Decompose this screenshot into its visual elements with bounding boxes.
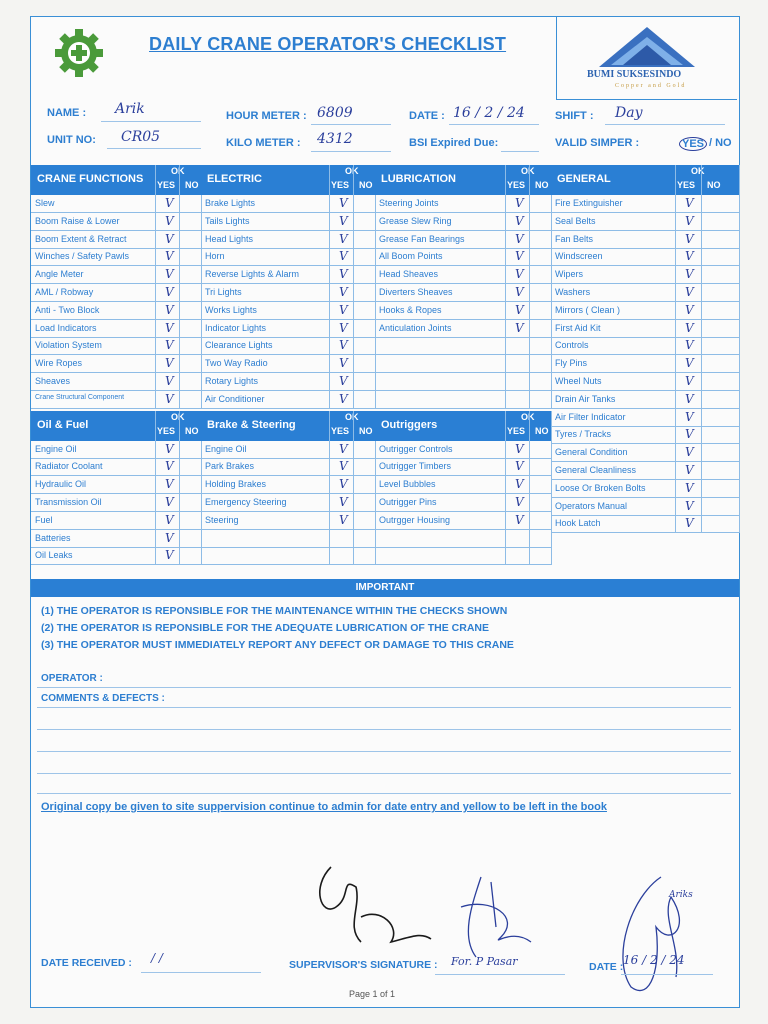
- important-line-3: (3) THE OPERATOR MUST IMMEDIATELY REPORT ANY DEFECT OR DAMAGE TO THIS CRANE: [41, 639, 514, 651]
- checklist-item-label: Two Way Radio: [205, 358, 268, 369]
- kilo-meter-label: KILO METER :: [226, 137, 301, 149]
- yes-checkmark[interactable]: V: [685, 320, 694, 335]
- checklist-item-label: Hooks & Ropes: [379, 304, 442, 315]
- checklist-item-label: Fly Pins: [555, 358, 588, 369]
- checklist-item-label: Transmission Oil: [35, 497, 102, 507]
- date-signature-icon: [601, 867, 711, 1007]
- yes-checkmark[interactable]: V: [685, 196, 694, 210]
- checklist-row: [201, 476, 375, 494]
- yes-checkmark[interactable]: V: [339, 512, 348, 527]
- yes-checkmark[interactable]: V: [165, 213, 174, 228]
- yes-checkmark[interactable]: V: [165, 530, 174, 545]
- yes-checkmark[interactable]: V: [165, 267, 174, 282]
- yes-checkmark[interactable]: V: [165, 548, 174, 563]
- checklist-row: [201, 391, 375, 409]
- checklist-item-label: Head Lights: [205, 233, 254, 244]
- yes-checkmark[interactable]: V: [685, 302, 694, 317]
- checklist-row: [31, 320, 201, 338]
- checklist-item-label: Fuel: [35, 514, 53, 525]
- yes-checkmark[interactable]: V: [685, 249, 694, 264]
- ok-label: OK: [345, 411, 359, 422]
- checklist-row: [201, 248, 375, 266]
- bottom-section-0-title: Oil & Fuel: [37, 418, 89, 431]
- checklist-item-label: Outrigger Timbers: [379, 461, 452, 472]
- checklist-item-label: Boom Raise & Lower: [35, 215, 120, 226]
- yes-checkmark[interactable]: V: [339, 441, 348, 456]
- checklist-item-label: Outrigger Controls: [379, 443, 453, 454]
- comments-label: COMMENTS & DEFECTS :: [41, 693, 165, 704]
- checklist-item-label: Horn: [205, 251, 225, 262]
- checklist-row: [551, 373, 739, 391]
- yes-checkmark[interactable]: V: [339, 231, 348, 246]
- checklist-item-label: Radiator Coolant: [35, 461, 103, 472]
- checklist-row: [31, 337, 201, 355]
- checklist-row: [31, 355, 201, 373]
- footer-date-value[interactable]: 16 / 2 / 24: [623, 953, 685, 967]
- name-value[interactable]: Arik: [115, 101, 145, 117]
- checklist-row: [31, 494, 201, 512]
- checklist-item-label: Engine Oil: [205, 443, 247, 454]
- checklist-item-label: Slew: [35, 198, 55, 208]
- ok-label: OK: [521, 166, 535, 176]
- no-column-label: NO: [185, 180, 199, 190]
- section-2-title: LUBRICATION: [381, 173, 456, 185]
- yes-checkmark[interactable]: V: [339, 477, 348, 492]
- checklist-row: [375, 320, 551, 338]
- checklist-row: [201, 355, 375, 373]
- valid-simper-label: VALID SIMPER :: [555, 137, 640, 149]
- checklist-item-label: Load Indicators: [35, 322, 97, 333]
- checklist-item-label: Park Brakes: [205, 461, 255, 472]
- ok-label: OK: [345, 166, 359, 176]
- checklist-item-label: Wheel Nuts: [555, 376, 602, 386]
- checklist-item-label: Steering Joints: [379, 198, 439, 208]
- checklist-item-label: Sheaves: [35, 376, 71, 386]
- brand-name: BUMI SUKSESINDO: [587, 69, 682, 80]
- date-received-value[interactable]: / /: [151, 951, 163, 965]
- checklist-row: [551, 515, 739, 533]
- important-line-2: (2) THE OPERATOR IS REPONSIBLE FOR THE ADEQUATE LUBRICATION OF THE CRANE: [41, 622, 490, 634]
- checklist-item-label: Crane Structural Component: [35, 393, 125, 401]
- checklist-row: [201, 458, 375, 476]
- yes-checkmark[interactable]: V: [339, 459, 348, 474]
- yes-checkmark[interactable]: V: [515, 441, 524, 456]
- shift-value[interactable]: Day: [615, 105, 643, 121]
- section-1-title: ELECTRIC: [207, 173, 262, 185]
- checklist-item-label: Tails Lights: [205, 215, 250, 226]
- yes-column-label: YES: [507, 425, 526, 436]
- name-label: NAME :: [47, 107, 87, 119]
- brand-logo-box: [556, 17, 737, 100]
- checklist-item-label: Holding Brakes: [205, 479, 267, 490]
- yes-checkmark[interactable]: V: [515, 302, 524, 317]
- checklist-row: [375, 391, 551, 409]
- bottom-section-1-title: Brake & Steering: [207, 418, 296, 431]
- checklist-row: [375, 512, 551, 530]
- checklist-item-label: Reverse Lights & Alarm: [205, 269, 300, 280]
- checklist-row: [31, 512, 201, 530]
- checklist-item-label: Wipers: [555, 269, 584, 280]
- yes-checkmark[interactable]: V: [165, 441, 174, 456]
- checklist-row: [31, 213, 201, 231]
- yes-checkmark[interactable]: V: [165, 495, 174, 509]
- yes-checkmark[interactable]: V: [685, 391, 694, 406]
- checklist-row: [375, 494, 551, 512]
- yes-checkmark[interactable]: V: [685, 231, 694, 246]
- checklist-row: [551, 195, 739, 213]
- checklist-row: [31, 530, 201, 548]
- checklist-row: [31, 547, 201, 565]
- yes-checkmark[interactable]: V: [339, 338, 348, 353]
- checklist-row: [375, 248, 551, 266]
- yes-checkmark[interactable]: V: [515, 231, 524, 246]
- yes-checkmark[interactable]: V: [515, 512, 524, 527]
- yes-column-label: YES: [157, 425, 176, 436]
- checklist-item-label: Indicator Lights: [205, 322, 267, 333]
- operator-signature-icon: [301, 847, 451, 957]
- checklist-row: [375, 302, 551, 320]
- checklist-item-label: Washers: [555, 287, 591, 297]
- checklist-row: [375, 284, 551, 302]
- checklist-row: [31, 458, 201, 476]
- no-column-label: NO: [535, 180, 549, 190]
- ok-label: OK: [171, 166, 185, 176]
- checklist-form: [30, 16, 740, 1008]
- operator-label: OPERATOR :: [41, 673, 103, 684]
- checklist-row: [551, 320, 739, 338]
- ok-label: OK: [521, 411, 535, 422]
- bottom-section-2-title: Outriggers: [381, 418, 438, 431]
- yes-checkmark[interactable]: V: [165, 512, 174, 527]
- checklist-row: [31, 231, 201, 249]
- checklist-item-label: Steering: [205, 514, 239, 525]
- checklist-row: [375, 373, 551, 391]
- checklist-item-label: Operators Manual: [555, 500, 628, 511]
- yes-checkmark[interactable]: V: [685, 267, 694, 282]
- form-title: DAILY CRANE OPERATOR'S CHECKLIST: [149, 34, 507, 54]
- checklist-row: [201, 195, 375, 213]
- yes-checkmark[interactable]: V: [685, 516, 694, 531]
- checklist-row: [551, 248, 739, 266]
- no-column-label: NO: [359, 425, 373, 436]
- checklist-row: [551, 355, 739, 373]
- checklist-row: [31, 266, 201, 284]
- yes-checkmark[interactable]: V: [685, 427, 694, 442]
- yes-column-label: YES: [507, 180, 526, 190]
- checklist-item-label: Clearance Lights: [205, 340, 273, 351]
- yes-checkmark[interactable]: V: [339, 267, 348, 282]
- yes-checkmark[interactable]: V: [515, 267, 524, 282]
- checklist-row: [201, 337, 375, 355]
- checklist-row: [551, 498, 739, 516]
- yes-checkmark[interactable]: V: [515, 459, 524, 474]
- checklist-row: [375, 441, 551, 459]
- checklist-item-label: Windscreen: [555, 251, 603, 262]
- footer-date-label: DATE :: [589, 961, 624, 973]
- checklist-item-label: Fire Extinguisher: [555, 198, 623, 208]
- checklist-row: [201, 373, 375, 391]
- checklist-row: [551, 302, 739, 320]
- checklist-item-label: Emergency Steering: [205, 497, 287, 507]
- checklist-item-label: Air Conditioner: [205, 393, 265, 404]
- yes-checkmark[interactable]: V: [685, 213, 694, 228]
- yes-checkmark[interactable]: V: [515, 196, 524, 210]
- checklist-row: [551, 266, 739, 284]
- section-0-header: [31, 165, 201, 195]
- checklist-item-label: Hook Latch: [555, 518, 601, 529]
- no-column-label: NO: [535, 425, 549, 436]
- checklist-row: [201, 213, 375, 231]
- yes-checkmark[interactable]: V: [165, 302, 174, 317]
- checklist-row: [31, 476, 201, 494]
- yes-checkmark[interactable]: V: [165, 285, 174, 299]
- yes-checkmark[interactable]: V: [165, 477, 174, 492]
- checklist-row: [375, 337, 551, 355]
- checklist-row: [375, 530, 551, 548]
- yes-checkmark[interactable]: V: [165, 338, 174, 353]
- yes-checkmark[interactable]: V: [685, 480, 694, 495]
- checklist-item-label: Air Filter Indicator: [555, 411, 626, 422]
- checklist-item-label: Grease Fan Bearings: [379, 233, 465, 244]
- checklist-item-label: Drain Air Tanks: [555, 393, 616, 404]
- page-number: Page 1 of 1: [349, 989, 396, 999]
- checklist-item-label: Brake Lights: [205, 198, 256, 208]
- gear-logo-icon: [53, 27, 105, 79]
- yes-checkmark[interactable]: V: [515, 249, 524, 264]
- checklist-row: [551, 337, 739, 355]
- checklist-item-label: Oil Leaks: [35, 550, 73, 561]
- checklist-row: [201, 231, 375, 249]
- checklist-row: [201, 530, 375, 548]
- date-label: DATE :: [409, 110, 445, 122]
- section-3-title: GENERAL: [557, 173, 611, 185]
- checklist-row: [31, 302, 201, 320]
- yes-column-label: YES: [157, 180, 176, 190]
- checklist-row: [201, 302, 375, 320]
- checklist-row: [551, 409, 739, 427]
- ok-label: OK: [691, 166, 705, 176]
- checklist-row: [551, 444, 739, 462]
- checklist-row: [201, 441, 375, 459]
- checklist-item-label: AML / Robway: [35, 287, 94, 297]
- yes-checkmark[interactable]: V: [515, 285, 524, 299]
- checklist-row: [201, 284, 375, 302]
- checklist-row: [551, 426, 739, 444]
- checklist-item-label: Tri Lights: [205, 287, 242, 297]
- section-1-header: [201, 165, 375, 195]
- checklist-item-label: Batteries: [35, 532, 71, 543]
- checklist-item-label: Anticulation Joints: [379, 322, 452, 333]
- yes-checkmark[interactable]: V: [339, 196, 348, 210]
- yes-checkmark[interactable]: V: [165, 356, 174, 371]
- simper-yes-option[interactable]: YES: [679, 137, 707, 151]
- checklist-row: [375, 266, 551, 284]
- checklist-item-label: Winches / Safety Pawls: [35, 251, 130, 262]
- yes-checkmark[interactable]: V: [165, 391, 174, 406]
- checklist-item-label: Fan Belts: [555, 233, 594, 244]
- yes-checkmark[interactable]: V: [515, 477, 524, 492]
- yes-checkmark[interactable]: V: [685, 356, 694, 371]
- checklist-item-label: Level Bubbles: [379, 479, 436, 490]
- yes-checkmark[interactable]: V: [339, 374, 348, 388]
- no-column-label: NO: [707, 180, 721, 190]
- checklist-item-label: Mirrors ( Clean ): [555, 304, 621, 315]
- checklist-item-label: General Condition: [555, 447, 628, 458]
- checklist-row: [551, 213, 739, 231]
- checklist-row: [31, 195, 201, 213]
- checklist-item-label: Hydraulic Oil: [35, 479, 87, 490]
- section-0-title: CRANE FUNCTIONS: [37, 173, 144, 185]
- bottom-section-1-header: [201, 411, 375, 441]
- checklist-row: [375, 231, 551, 249]
- kilo-meter-value[interactable]: 4312: [317, 131, 353, 147]
- yes-column-label: YES: [331, 180, 350, 190]
- yes-checkmark[interactable]: V: [339, 285, 348, 299]
- checklist-row: [375, 195, 551, 213]
- date-received-label: DATE RECEIVED :: [41, 957, 132, 969]
- checklist-row: [551, 480, 739, 498]
- yes-checkmark[interactable]: V: [165, 459, 174, 474]
- checklist-row: [31, 391, 201, 409]
- hour-meter-label: HOUR METER :: [226, 110, 307, 122]
- checklist-item-label: Seal Belts: [555, 215, 596, 226]
- checklist-row: [551, 284, 739, 302]
- no-column-label: NO: [185, 425, 199, 436]
- date-value[interactable]: 16 / 2 / 24: [453, 105, 525, 121]
- yes-checkmark[interactable]: V: [165, 374, 174, 388]
- checklist-item-label: Works Lights: [205, 304, 257, 315]
- checklist-row: [375, 355, 551, 373]
- brand-tagline: Copper and Gold: [615, 83, 687, 89]
- checklist-item-label: Controls: [555, 340, 589, 351]
- checklist-item-label: Angle Meter: [35, 269, 84, 280]
- checklist-row: [31, 284, 201, 302]
- distribution-note: Original copy be given to site suppervision continue to admin for date entry and yellow to be left in the book: [41, 801, 607, 813]
- checklist-row: [375, 458, 551, 476]
- important-line-1: (1) THE OPERATOR IS REPONSIBLE FOR THE MAINTENANCE WITHIN THE CHECKS SHOWN: [41, 605, 508, 617]
- checklist-row: [201, 494, 375, 512]
- section-2-header: [375, 165, 551, 195]
- yes-checkmark[interactable]: V: [165, 249, 174, 264]
- checklist-row: [551, 231, 739, 249]
- yes-checkmark[interactable]: V: [165, 196, 174, 210]
- checklist-item-label: Anti - Two Block: [35, 304, 100, 315]
- bottom-section-0-header: [31, 411, 201, 441]
- yes-checkmark[interactable]: V: [339, 495, 348, 509]
- checklist-item-label: Grease Slew Ring: [379, 215, 452, 226]
- yes-checkmark[interactable]: V: [685, 445, 694, 460]
- yes-checkmark[interactable]: V: [685, 374, 694, 388]
- checklist-row: [551, 462, 739, 480]
- checklist-item-label: Violation System: [35, 340, 102, 351]
- checklist-item-label: Outrgger Housing: [379, 514, 451, 525]
- checklist-row: [375, 476, 551, 494]
- checklist-row: [375, 213, 551, 231]
- yes-checkmark[interactable]: V: [165, 320, 174, 335]
- checklist-row: [31, 248, 201, 266]
- checklist-row: [201, 547, 375, 565]
- yes-checkmark[interactable]: V: [339, 356, 348, 371]
- checklist-item-label: Wire Ropes: [35, 358, 83, 369]
- yes-checkmark[interactable]: V: [165, 231, 174, 246]
- checklist-row: [201, 320, 375, 338]
- yes-checkmark[interactable]: V: [339, 391, 348, 406]
- yes-checkmark[interactable]: V: [515, 495, 524, 509]
- checklist-item-label: Loose Or Broken Bolts: [555, 482, 646, 493]
- svg-text:Ariks: Ariks: [669, 890, 693, 900]
- supervisor-signature-icon: [441, 867, 551, 967]
- no-column-label: NO: [359, 180, 373, 190]
- checklist-item-label: General Cleanliness: [555, 465, 637, 475]
- checklist-row: [201, 266, 375, 284]
- checklist-item-label: Tyres / Tracks: [555, 429, 612, 440]
- yes-checkmark[interactable]: V: [339, 213, 348, 228]
- yes-checkmark[interactable]: V: [515, 213, 524, 228]
- yes-column-label: YES: [677, 180, 696, 190]
- yes-checkmark[interactable]: V: [339, 302, 348, 317]
- mountain-logo-icon: [597, 25, 697, 69]
- simper-no-option[interactable]: / NO: [709, 137, 732, 149]
- bottom-section-2-header: [375, 411, 551, 441]
- checklist-item-label: Boom Extent & Retract: [35, 233, 127, 244]
- supervisor-signature-value[interactable]: For. P Pasar: [451, 955, 518, 968]
- important-banner: IMPORTANT: [31, 579, 739, 597]
- hour-meter-value[interactable]: 6809: [317, 105, 353, 121]
- checklist-item-label: Engine Oil: [35, 443, 77, 454]
- checklist-row: [201, 512, 375, 530]
- yes-checkmark[interactable]: V: [685, 285, 694, 299]
- checklist-item-label: Diverters Sheaves: [379, 287, 453, 297]
- ok-label: OK: [171, 411, 185, 422]
- checklist-row: [31, 373, 201, 391]
- checklist-row: [375, 547, 551, 565]
- section-3-header: [551, 165, 739, 195]
- yes-checkmark[interactable]: V: [339, 249, 348, 264]
- yes-checkmark[interactable]: V: [339, 320, 348, 335]
- shift-label: SHIFT :: [555, 110, 594, 122]
- yes-checkmark[interactable]: V: [685, 463, 694, 477]
- checklist-item-label: Rotary Lights: [205, 376, 259, 386]
- checklist-row: [551, 391, 739, 409]
- checklist-item-label: Outrigger Pins: [379, 497, 437, 507]
- unit-no-label: UNIT NO:: [47, 134, 96, 146]
- yes-checkmark[interactable]: V: [685, 498, 694, 513]
- checklist-item-label: Head Sheaves: [379, 269, 439, 280]
- yes-column-label: YES: [331, 425, 350, 436]
- yes-checkmark[interactable]: V: [515, 320, 524, 335]
- bsi-expired-label: BSI Expired Due:: [409, 137, 499, 149]
- yes-checkmark[interactable]: V: [685, 409, 694, 424]
- yes-checkmark[interactable]: V: [685, 338, 694, 353]
- checklist-item-label: All Boom Points: [379, 251, 443, 262]
- checklist-item-label: First Aid Kit: [555, 322, 601, 333]
- unit-no-value[interactable]: CR05: [121, 129, 161, 145]
- checklist-row: [31, 441, 201, 459]
- supervisor-signature-label: SUPERVISOR'S SIGNATURE :: [289, 959, 438, 971]
